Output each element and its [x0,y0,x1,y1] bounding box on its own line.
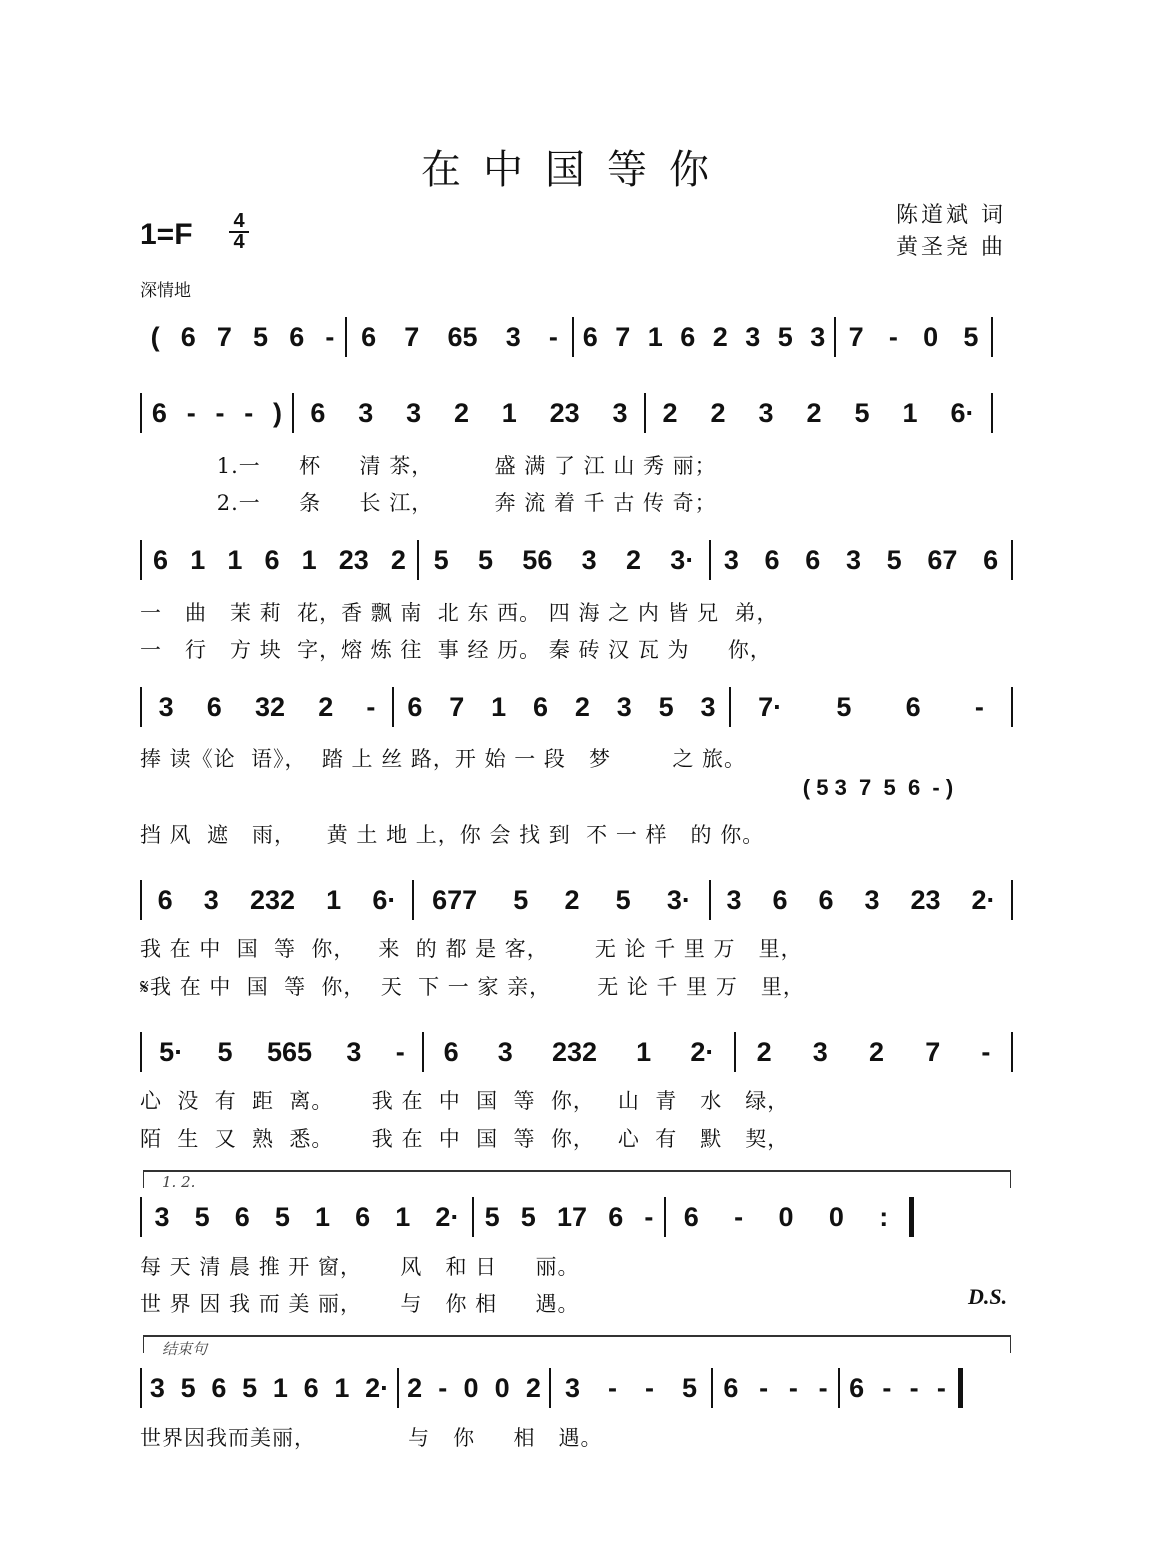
lyric-line: 心 没 有 距 离。 我 在 中 国 等 你， 山 青 水 绿， [140,1089,790,1113]
note: 1 [334,1372,350,1403]
note: 3 [505,321,521,352]
note: 3 [745,321,761,352]
note: 23 [549,397,580,428]
note: 6 [582,321,598,352]
note: 23 [338,544,369,575]
measure [474,1197,664,1237]
notation-system [140,687,1013,727]
note: 6 [772,884,788,915]
measure [142,1368,397,1408]
note: 6 [157,884,173,915]
key-signature: 1=F [140,218,193,251]
note: 3 [612,397,628,428]
note: 2 [564,884,580,915]
note: 5 [777,321,793,352]
note: 1 [190,544,206,575]
volta-label: 1. 2. [162,1173,196,1191]
note: 3 [158,691,174,722]
final-barline [958,1368,963,1408]
note: 5 [253,321,269,352]
note: 6 [805,544,821,575]
note: 6 [211,1372,227,1403]
note: 2 [525,1372,541,1403]
note: - [325,321,335,352]
note: 3 [203,884,219,915]
note: - [215,397,225,428]
note: 1 [501,397,517,428]
measure [836,317,991,357]
note: 3 [149,1372,165,1403]
note: 5 [513,884,529,915]
note: 5 [886,544,902,575]
notation-system [140,1197,914,1237]
volta-bracket [143,1170,1011,1191]
note: 6 [310,397,326,428]
notation-system [140,1032,1013,1072]
note: 5 [615,884,631,915]
composer-credit: 黄圣尧 曲 [896,235,1006,260]
note: 1 [647,321,663,352]
note: - [644,1201,654,1232]
measure: ( 5 3 7 5 6 - ) [802,775,954,800]
note: 2 [390,544,406,575]
note: 6 [723,1372,739,1403]
measure [142,1197,472,1237]
volta-label: 结束句 [162,1340,208,1358]
note: 6 [264,544,280,575]
notation-system [140,880,1013,920]
final-barline [909,1197,914,1237]
lyric-line: 我 在 中 国 等 你， 来 的 都 是 客， 无 论 千 里 万 里， [140,937,803,961]
note: 2· [690,1036,715,1067]
note: 6 [983,544,999,575]
note: 2 [407,1372,423,1403]
note: 3 [497,1036,513,1067]
notation-system [140,1368,963,1408]
note: 2 [662,397,678,428]
note: 3 [864,884,880,915]
note: 2 [868,1036,885,1067]
note: 6 [818,884,834,915]
note: 3 [810,321,826,352]
measure [294,393,644,433]
time-signature [229,212,249,252]
note: 6 [905,691,921,722]
lyric-line: 世界因我而美丽， 与 你 相 遇。 [140,1426,603,1450]
note: 0 [463,1372,479,1403]
lyric-line: 每 天 清 晨 推 开 窗， 风 和 日 丽。 [140,1255,580,1279]
note: 5 [477,544,493,575]
note: 5 [658,691,674,722]
measure [731,687,1011,727]
note: 2 [712,321,728,352]
note: 5 [681,1372,697,1403]
note: 5 [484,1201,500,1232]
note: 232 [551,1036,598,1067]
note: 5 [217,1036,233,1067]
note: 6 [153,544,169,575]
note: 6 [361,321,377,352]
dal-segno-marking: D.S. [968,1284,1008,1309]
note: - [395,1036,405,1067]
notation-system [140,540,1013,580]
note: 3 [700,691,716,722]
time-signature-bottom: 4 [233,231,245,253]
measure [574,317,834,357]
measure [551,1368,711,1408]
note: 3 [358,397,374,428]
note: 2· [435,1201,460,1232]
measure [711,880,1011,920]
lyric-line: 𝄋我 在 中 国 等 你， 天 下 一 家 亲， 无 论 千 里 万 里， [140,975,805,999]
note: 7 [615,321,631,352]
barline [1011,540,1013,580]
measure [419,540,709,580]
note: 6· [372,884,397,915]
note: 6· [950,397,975,428]
volta-bracket [143,1335,1011,1358]
note: 2 [574,691,590,722]
note: - [186,397,196,428]
measure [424,1032,734,1072]
note: 6 [533,691,549,722]
note: 23 [910,884,941,915]
lyric-line: 一 曲 茉 莉 花，香 飘 南 北 东 西。 四 海 之 内 皆 兄 弟， [140,601,779,625]
note: 7 [449,691,465,722]
lyric-line: 1.一 杯 清 茶， 盛 满 了 江 山 秀 丽； [140,454,717,478]
note: 5 [274,1201,290,1232]
note: - [909,1372,919,1403]
note: 1 [315,1201,331,1232]
note: 3 [564,1372,581,1403]
note: 5 [854,397,870,428]
tempo-marking: 深情地 [140,281,191,301]
note: 0 [778,1201,794,1232]
barline [991,393,993,433]
note: ) [273,397,283,428]
note: 1 [272,1372,288,1403]
note: 56 [522,544,553,575]
note: 6 [151,397,167,428]
note: 3 [154,1201,170,1232]
note: 6 [180,321,196,352]
note: 6 [764,544,780,575]
note: 3 [758,397,774,428]
barline [1011,687,1013,727]
measure [414,880,709,920]
note: - [608,1372,617,1403]
note: 3 [406,397,422,428]
note: 1 [395,1201,411,1232]
note: 17 [556,1201,588,1232]
note: 5 [520,1201,536,1232]
measure [142,1032,422,1072]
note: 5 [194,1201,210,1232]
lyric-line: 挡 风 遮 雨， 黄 土 地 上，你 会 找 到 不 一 样 的 你。 [140,823,765,847]
note: 0 [494,1372,510,1403]
measure [142,540,417,580]
note: 3· [670,544,695,575]
note: 3 [616,691,632,722]
note: - [548,321,558,352]
measure [646,393,991,433]
barline [1011,880,1013,920]
notation-system [140,317,993,357]
measure [142,393,292,433]
measure [736,1032,1011,1072]
song-title: 在中国等你 [421,147,731,193]
note: 7 [404,321,420,352]
note: 3 [581,544,597,575]
barline [1011,1032,1013,1072]
measure [713,1368,838,1408]
lyric-line: 捧 读《论 语》， 踏 上 丝 路，开 始 一 段 梦 之 旅。 [140,747,747,771]
barline [991,317,993,357]
note: 0 [828,1201,844,1232]
note: - [244,397,254,428]
note: 5· [159,1036,184,1067]
note: - [936,1372,946,1403]
measure [399,1368,549,1408]
note: 6 [443,1036,459,1067]
lyric-line: 一 行 方 块 字，熔 炼 往 事 经 历。 秦 砖 汉 瓦 为 你， [140,638,772,662]
interlude-notation [738,768,1018,808]
time-signature-top: 4 [233,210,245,232]
note: 5 [963,321,979,352]
note: 5 [433,544,449,575]
measure [711,540,1011,580]
note: - [974,691,984,722]
note: 2 [756,1036,772,1067]
measure [666,1197,906,1237]
note: 1 [227,544,243,575]
note: ( [150,321,160,352]
note: 65 [447,321,478,352]
note: - [818,1372,828,1403]
note: 1 [301,544,317,575]
note: - [888,321,898,352]
lyric-line: 2.一 条 长 江， 奔 流 着 千 古 传 奇； [140,491,717,515]
note: 2 [453,397,469,428]
note: 6 [608,1201,624,1232]
lyric-line: 世 界 因 我 而 美 丽， 与 你 相 遇。 [140,1292,580,1316]
note: 6 [680,321,696,352]
note: 5 [242,1372,258,1403]
measure [140,317,345,357]
note: 677 [432,884,478,915]
note: 3 [723,544,739,575]
note: 7 [925,1036,941,1067]
note: 6 [289,321,305,352]
note: 2· [365,1372,390,1403]
note: 6 [206,691,222,722]
lyricist-credit: 陈道斌 词 [896,203,1006,228]
note: - [734,1201,744,1232]
note: - [759,1372,769,1403]
note: - [438,1372,448,1403]
note: - [981,1036,991,1067]
note: 1 [326,884,342,915]
note: - [366,691,376,722]
measure [142,687,392,727]
note: : [879,1201,889,1232]
note: 6 [683,1201,699,1232]
note: 2 [625,544,641,575]
note: 6 [407,691,423,722]
note: 5 [836,691,852,722]
measure [142,880,412,920]
note: 565 [266,1036,312,1067]
measure [394,687,729,727]
note: 2 [318,691,334,722]
note: 7· [758,691,783,722]
note: 6 [849,1372,865,1403]
note: 2 [710,397,726,428]
note: 3· [666,884,691,915]
note: 32 [254,691,286,722]
note: 232 [249,884,296,915]
note: 3 [346,1036,362,1067]
note: 7 [216,321,232,352]
lyric-line: 陌 生 又 熟 悉。 我 在 中 国 等 你， 心 有 默 契， [140,1127,790,1151]
note: 0 [923,321,939,352]
note: 2· [971,884,996,915]
note: - [788,1372,798,1403]
note: 67 [927,544,958,575]
note: 6 [303,1372,319,1403]
note: 3 [726,884,742,915]
notation-system [140,393,993,433]
note: 5 [180,1372,196,1403]
note: - [644,1372,654,1403]
note: 6 [355,1201,371,1232]
note: 1 [902,397,918,428]
note: 6 [234,1201,250,1232]
note: - [882,1372,892,1403]
note: 3 [812,1036,828,1067]
note: 3 [845,544,861,575]
measure [840,1368,955,1408]
note: 2 [806,397,822,428]
note: 1 [491,691,507,722]
note: 7 [848,321,864,352]
measure [347,317,572,357]
note: 1 [636,1036,652,1067]
